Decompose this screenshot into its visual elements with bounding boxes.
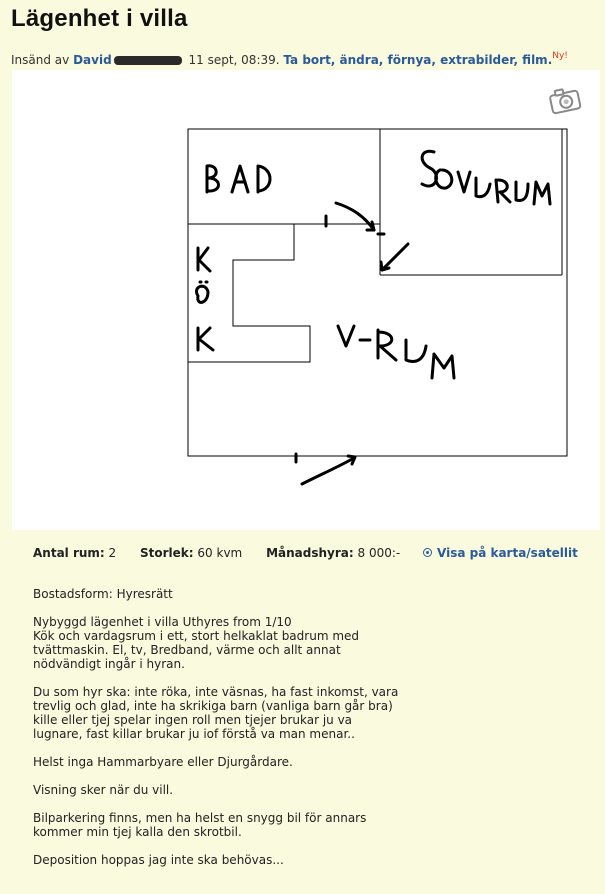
- byline: [11, 51, 568, 67]
- listing-actions-link[interactable]: Ta bort, ändra, förnya, extrabilder, film.: [283, 53, 553, 67]
- page-title: Lägenhet i villa: [11, 5, 188, 32]
- description-paragraph: Du som hyr ska: inte röka, inte väsnas, ha fast inkomst, vara trevlig och glad, inte ha skrikiga barn (vanliga barn går bra) kille eller tjej spelar ingen roll men tjejer brukar ju va lugnare, fast killar brukar ju iof förstå va man menar..: [33, 685, 399, 741]
- camera-icon[interactable]: [546, 84, 584, 118]
- fact-rent: Månadshyra: 8 000:-: [266, 546, 401, 560]
- kitchen-wall: [188, 224, 310, 362]
- description-paragraph: Helst inga Hammarbyare eller Djurgårdare.: [33, 755, 293, 769]
- floorplan-drawing: [12, 70, 600, 530]
- fact-rooms: Antal rum: 2: [33, 546, 117, 560]
- description-paragraph: Bilparkering finns, men ha helst en snygg bil för annars kommer min tjej kalla den skrotbil.: [33, 811, 367, 839]
- author-link[interactable]: David: [73, 53, 112, 67]
- new-badge: Ny!: [552, 51, 568, 61]
- description-paragraph: Nybyggd lägenhet i villa Uthyres from 1/10 Kök och vardagsrum i ett, stort helkaklat badrum med tvättmaskin. El, tv, Bredband, värme och allt annat nödvändigt ingår i hyran.: [33, 615, 360, 671]
- description-paragraph: Deposition hoppas jag inte ska behövas...: [33, 853, 284, 867]
- door-arrow-bath: [336, 203, 374, 230]
- room-label-vrum: [338, 326, 354, 346]
- map-link[interactable]: [423, 546, 578, 560]
- listing-description: [33, 587, 403, 881]
- door-arrow-bedroom: [382, 244, 408, 270]
- room-label-bad: [207, 166, 219, 192]
- room-label-sovrum: [422, 151, 436, 186]
- listing-image[interactable]: [12, 70, 600, 530]
- post-date: 11 sept, 08:39.: [188, 53, 280, 67]
- room-label-kok: [198, 248, 210, 271]
- listing-facts: [33, 546, 420, 560]
- redacted-surname: [114, 56, 182, 65]
- map-link-label: Visa på karta/satellit: [437, 546, 578, 560]
- description-paragraph: Bostadsform: Hyresrätt: [33, 587, 173, 601]
- byline-prefix: Insänd av: [11, 53, 70, 67]
- room-label-kok-o: [197, 286, 208, 302]
- door-arrow-entry: [302, 458, 354, 484]
- fact-size: Storlek: 60 kvm: [140, 546, 243, 560]
- description-paragraph: Visning sker när du vill.: [33, 783, 174, 797]
- map-pin-icon: [423, 548, 432, 557]
